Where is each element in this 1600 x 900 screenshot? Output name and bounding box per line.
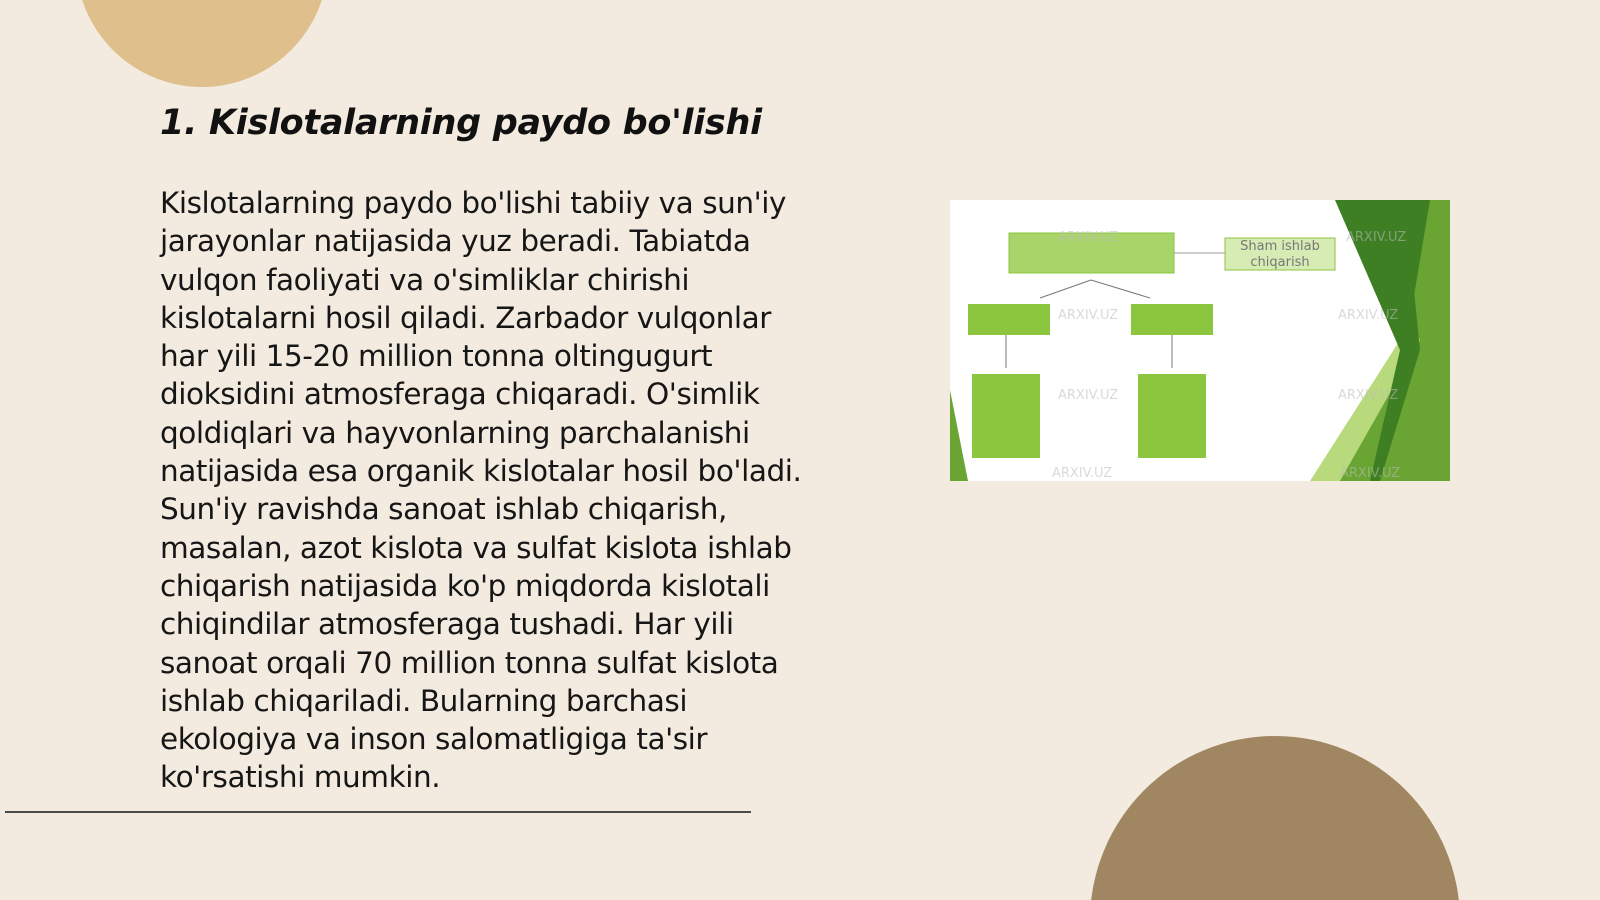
watermark-text: ARXIV.UZ (1346, 230, 1407, 245)
watermark-text: ARXIV.UZ (1058, 230, 1119, 245)
chevron-left (950, 390, 968, 481)
diagram-box-mid-left (968, 304, 1050, 335)
decorative-circle-bottom (1090, 736, 1460, 900)
watermark-text: ARXIV.UZ (1058, 388, 1119, 403)
diagram-box-bottom-left (972, 374, 1040, 458)
diagram-box-mid-right (1131, 304, 1213, 335)
diagram-box-candle-label-line1: Sham ishlab (1240, 239, 1320, 254)
watermark-text: ARXIV.UZ (1338, 388, 1399, 403)
watermark-text: ARXIV.UZ (1338, 308, 1399, 323)
slide-title: 1. Kislotalarning paydo bo'lishi (160, 103, 762, 143)
diagram-box-candle-label-line2: chiqarish (1250, 255, 1310, 270)
diagram-image (950, 200, 1450, 481)
diagram-branch-left (1040, 280, 1091, 298)
slide-body-text: Kislotalarning paydo bo'lishi tabiiy va sun'iy jarayonlar natijasida yuz beradi. Tabiatda vulqon faoliyati va o'simliklar chirishi kislotalarni hosil qiladi. Zarbador vulqonlar har yili 15-20 million tonna oltingugurt dioksidini atmosferaga chiqaradi. O'simlik qoldiqlari va hayvonlarning parchalanishi natijasida esa organik kislotalar hosil bo'ladi. Sun'iy ravishda sanoat ishlab chiqarish, masalan, azot kislota va sulfat kislota ishlab chiqarish natijasida ko'p miqdorda kislotali chiqindilar atmosferaga tushadi. Har yili sanoat orqali 70 million tonna sulfat kislota ishlab chiqariladi. Bularning barchasi ekologiya va inson salomatligiga ta'sir ko'rsatishi mumkin. (160, 186, 802, 795)
decorative-circle-top (76, 0, 328, 87)
watermark-text: ARXIV.UZ (1058, 308, 1119, 323)
diagram-branch-right (1091, 280, 1150, 298)
watermark-text: ARXIV.UZ (1340, 466, 1401, 481)
divider-line (5, 811, 751, 813)
watermark-text: ARXIV.UZ (1052, 466, 1113, 481)
diagram-box-bottom-right (1138, 374, 1206, 458)
diagram-svg (950, 200, 1450, 481)
